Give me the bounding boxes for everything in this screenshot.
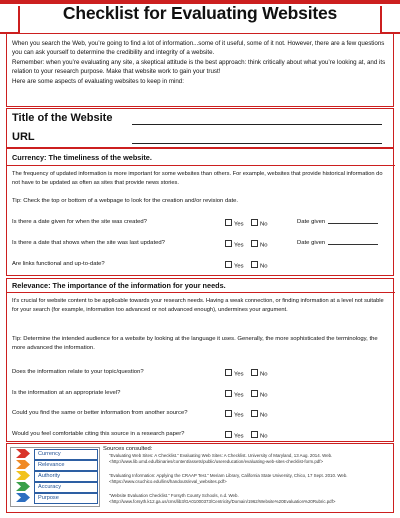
currency-chevron-icon	[16, 449, 30, 458]
authority-chevron-icon	[16, 471, 30, 480]
intro-paragraph: Here are some aspects of evaluating websites to keep in mind:	[12, 77, 184, 85]
currency-description: The frequency of updated information is more important for some websites than others. For example, websites that provide historical information do not have to be updated as often as sites that provide news stories.	[12, 171, 383, 187]
no-checkbox[interactable]: No	[251, 240, 268, 249]
source-entry: “Website Evaluation Checklist.” Forsyth County Schools, n.d. Web. <http://www.forsyth.k12.ga.us/cms/lib3/GA01000373/Centricity/Domain/1962/Website%20Evaluation%20Rubric.pdf>	[109, 493, 336, 504]
checkbox-icon	[225, 390, 232, 397]
date-given-field[interactable]: Date given	[297, 240, 378, 246]
legend-item-currency: Currency	[34, 449, 98, 460]
no-checkbox[interactable]: No	[251, 261, 268, 270]
purpose-chevron-icon	[16, 493, 30, 502]
yes-checkbox[interactable]: Yes	[225, 431, 244, 440]
source-entry: “Evaluating Web Sites: A Checklist.” Evaluating Web Sites: A Checklist. University of Maryland, 13 Aug. 2014. Web. <http://www.lib.umd.edu/binaries/content/assets/public/usereducation/evaluating-web-sites-checklist-form.pdf>	[109, 453, 333, 464]
url-field[interactable]	[132, 143, 382, 144]
currency-question: Is there a date given for when the site was created?	[12, 219, 147, 225]
yes-checkbox[interactable]: Yes	[225, 369, 244, 378]
currency-question: Are links functional and up-to-date?	[12, 261, 105, 267]
sources-title: Sources consulted:	[103, 446, 153, 452]
yes-checkbox[interactable]: Yes	[225, 240, 244, 249]
relevance-question: Would you feel comfortable citing this source in a research paper?	[12, 431, 185, 437]
relevance-description: It’s crucial for website content to be applicable towards your research needs. Having a weak connection, or finding information at a level not suitable for your search (for example, information too advanced or not advanced enough), undermines your argument.	[12, 298, 384, 314]
legend-item-authority: Authority	[34, 471, 98, 482]
currency-tip: Tip: Check the top or bottom of a webpage to look for the creation and/or revision date.	[12, 198, 239, 204]
relevance-chevron-icon	[16, 460, 30, 469]
no-checkbox[interactable]: No	[251, 410, 268, 419]
checkbox-icon	[225, 431, 232, 438]
legend-item-accuracy: Accuracy	[34, 482, 98, 493]
relevance-question: Could you find the same or better information from another source?	[12, 410, 188, 416]
source-entry: “Evaluating Information: Applying the CRAAP Test.” Meriam Library, California State University, Chico, 17 Sept. 2010. Web. <https://www.csuchico.edu/lins/handouts/eval_websites.pdf>	[109, 473, 348, 484]
checkbox-icon	[251, 410, 258, 417]
relevance-question: Does the information relate to your topic/question?	[12, 369, 144, 375]
checkbox-icon	[251, 240, 258, 247]
relevance-question: Is the information at an appropriate level?	[12, 390, 121, 396]
section-divider	[6, 165, 395, 166]
no-checkbox[interactable]: No	[251, 219, 268, 228]
legend-item-purpose: Purpose	[34, 493, 98, 504]
checkbox-icon	[251, 369, 258, 376]
yes-checkbox[interactable]: Yes	[225, 410, 244, 419]
section-divider	[6, 292, 395, 293]
yes-checkbox[interactable]: Yes	[225, 390, 244, 399]
intro-paragraph: Remember: when you’re evaluating any site, a skeptical attitude is the best approach: think critically about what you’re looking at, and its relation to your research purpose. Make that website work to gain your trust!	[12, 58, 386, 76]
yes-checkbox[interactable]: Yes	[225, 219, 244, 228]
date-given-line	[328, 223, 378, 224]
currency-heading: Currency: The timeliness of the website.	[12, 153, 152, 162]
no-checkbox[interactable]: No	[251, 431, 268, 440]
currency-section	[6, 148, 394, 276]
checkbox-icon	[251, 431, 258, 438]
checkbox-icon	[251, 219, 258, 226]
no-checkbox[interactable]: No	[251, 390, 268, 399]
yes-checkbox[interactable]: Yes	[225, 261, 244, 270]
intro-text	[12, 39, 390, 86]
checkbox-icon	[225, 240, 232, 247]
currency-question: Is there a date that shows when the site was last updated?	[12, 240, 165, 246]
accuracy-chevron-icon	[16, 482, 30, 491]
checkbox-icon	[225, 410, 232, 417]
website-title-label: Title of the Website	[12, 112, 113, 124]
checkbox-icon	[251, 261, 258, 268]
relevance-heading: Relevance: The importance of the information for your needs.	[12, 281, 226, 290]
no-checkbox[interactable]: No	[251, 369, 268, 378]
date-given-line	[328, 244, 378, 245]
legend-item-relevance: Relevance	[34, 460, 98, 471]
website-title-field[interactable]	[132, 124, 382, 125]
checkbox-icon	[225, 219, 232, 226]
date-given-field[interactable]: Date given	[297, 219, 378, 225]
checkbox-icon	[225, 369, 232, 376]
page-title: Checklist for Evaluating Websites	[62, 3, 338, 23]
relevance-tip: Tip: Determine the intended audience for a website by looking at the language it uses. Generally, the more sophisticated the terminology, the more advanced the information.	[12, 336, 378, 352]
intro-paragraph: When you search the Web, you’re going to find a lot of information...some of it useful, some of it not. However, there are a few questions you can ask yourself to determine the credibility and integrity of a website.	[12, 40, 385, 57]
checkbox-icon	[225, 261, 232, 268]
checkbox-icon	[251, 390, 258, 397]
url-label: URL	[12, 131, 35, 143]
